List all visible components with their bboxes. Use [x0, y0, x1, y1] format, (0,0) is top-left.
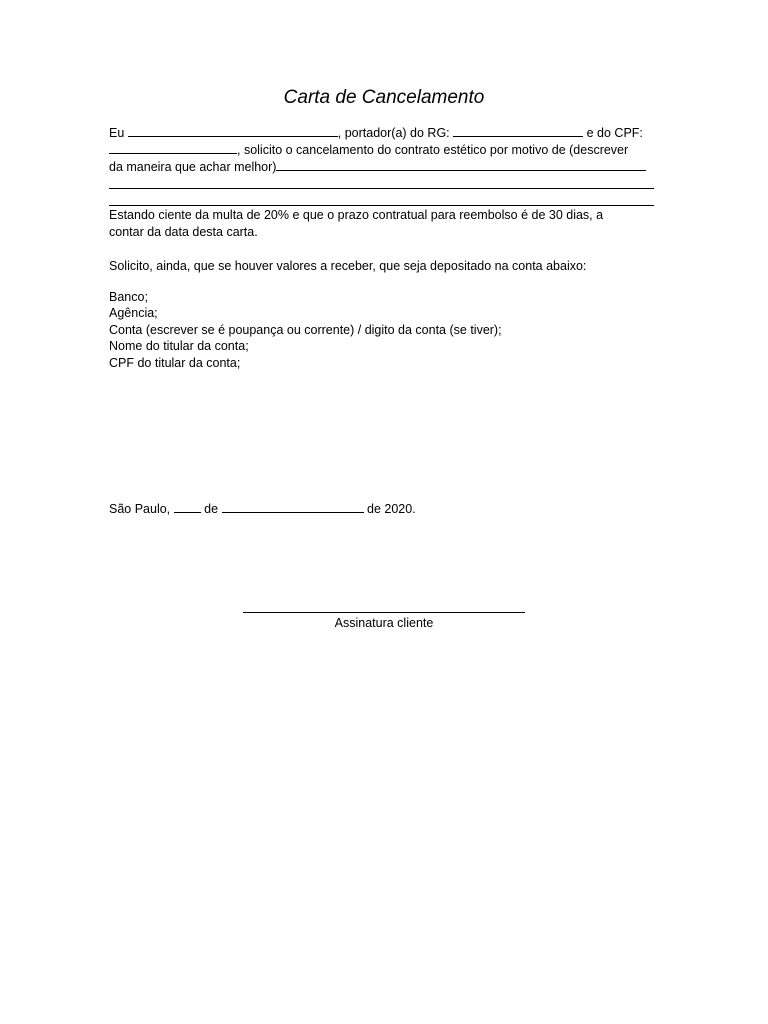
- reason-blank-line: [109, 205, 654, 206]
- ciente-text-line1: Estando ciente da multa de 20% e que o prazo contratual para reembolso é de 30 dias, a: [109, 208, 604, 222]
- cpf-blank: [109, 142, 237, 154]
- paragraph-line: [109, 142, 628, 159]
- paragraph-line: [109, 159, 646, 176]
- text-de-year: de 2020.: [367, 502, 416, 516]
- bank-field-cpf-titular: CPF do titular da conta;: [109, 356, 241, 370]
- paragraph-line: [109, 125, 643, 142]
- name-blank: [128, 125, 338, 137]
- text-portador: , portador(a) do RG:: [337, 126, 450, 140]
- month-blank: [222, 501, 364, 513]
- text-cpf: e do CPF:: [586, 126, 643, 140]
- reason-blank-line: [109, 188, 654, 189]
- bank-field-nome-titular: Nome do titular da conta;: [109, 339, 249, 353]
- text-eu: Eu: [109, 126, 125, 140]
- signature-label: Assinatura cliente: [334, 616, 434, 630]
- day-blank: [174, 501, 201, 513]
- text-de: de: [204, 502, 219, 516]
- solicito-ainda-text: Solicito, ainda, que se houver valores a receber, que seja depositado na conta abaixo:: [109, 259, 587, 273]
- text-city: São Paulo,: [109, 502, 171, 516]
- rg-blank: [453, 125, 583, 137]
- document-title: Carta de Cancelamento: [283, 87, 485, 108]
- text-solicito: , solicito o cancelamento do contrato estético por motivo de (descrever: [237, 143, 629, 157]
- bank-field-banco: Banco;: [109, 290, 148, 304]
- text-maneira: da maneira que achar melhor): [109, 160, 277, 174]
- date-line: [109, 501, 416, 518]
- ciente-text-line2: contar da data desta carta.: [109, 225, 258, 239]
- signature-line: [243, 612, 525, 613]
- reason-blank: [276, 159, 646, 171]
- bank-field-agencia: Agência;: [109, 306, 158, 320]
- bank-field-conta: Conta (escrever se é poupança ou corrente) / digito da conta (se tiver);: [109, 323, 502, 337]
